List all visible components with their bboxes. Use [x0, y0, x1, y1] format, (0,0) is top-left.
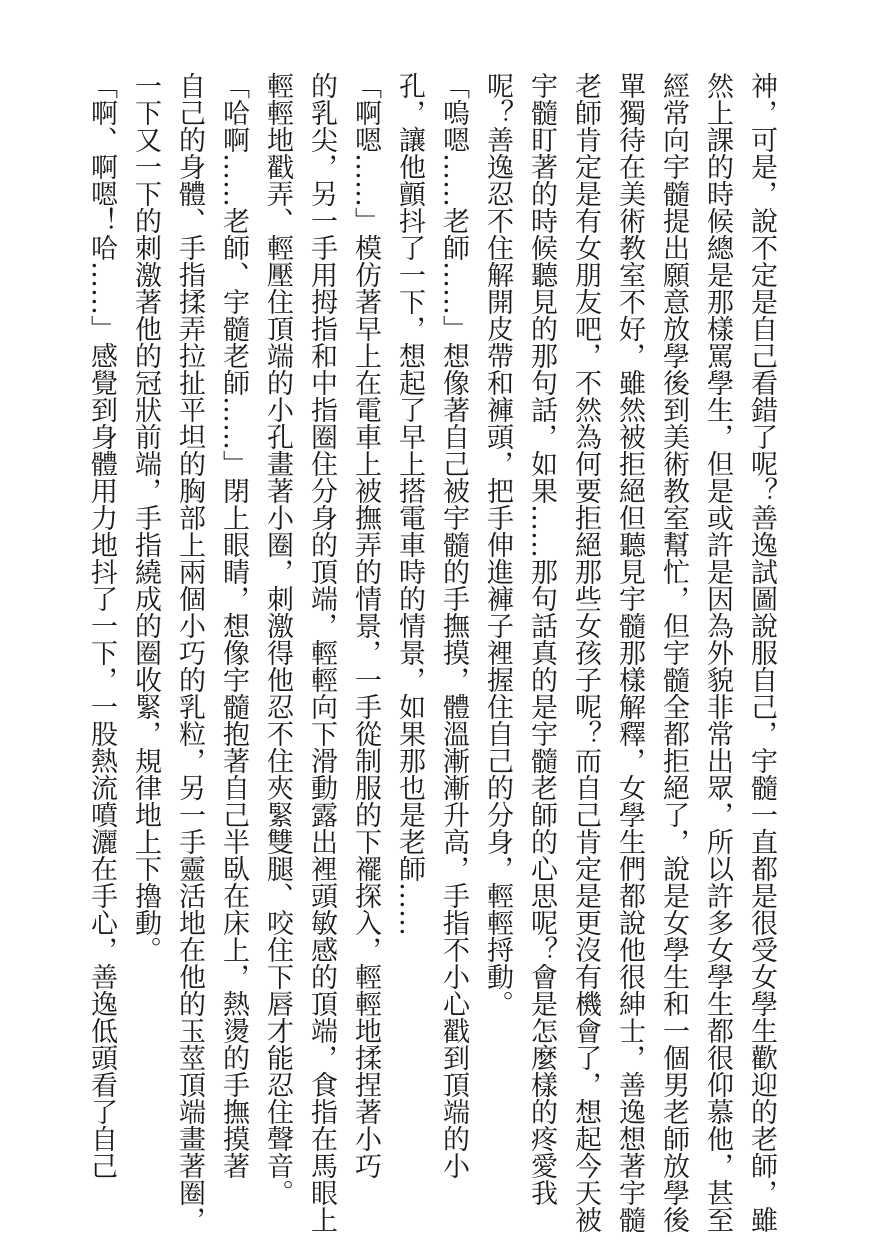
vertical-text-body: [79, 72, 783, 1233]
text-line: 「啊、啊嗯！哈……」感覺到身體用力地抖了一下，一股熱流噴灑在手心，善逸低頭看了自己: [86, 72, 117, 1179]
text-line: 一下又一下的刺激著他的冠狀前端，手指繞成的圈收緊，規律地上下擼動。: [130, 72, 161, 963]
text-line: 經常向宇髓提出願意放學後到美術教室幫忙，但宇髓全都拒絕了，說是女學生和一個男老師放學後: [658, 72, 689, 1233]
text-line: 神，可是，說不定是自己看錯了呢？善逸試圖說服自己，宇髓一直都是很受女學生歡迎的老師，雖: [746, 72, 777, 1233]
text-line: 輕輕地戳弄、輕壓住頂端的小孔畫著小圈，刺激得他忍不住夾緊雙腿、咬住下唇才能忍住聲音。: [262, 72, 293, 1206]
text-line: 「嗚嗯……老師……」想像著自己被宇髓的手撫摸，體溫漸漸升高，手指不小心戳到頂端的小: [438, 72, 469, 1179]
text-line: 宇髓盯著的時候聽見的那句話，如果……那句話真的是宇髓老師的心思呢？會是怎麼樣的疼愛我: [526, 72, 557, 1206]
text-line: 孔，讓他顫抖了一下，想起了早上搭電車時的情景，如果那也是老師……: [394, 72, 425, 936]
text-line: 自己的身體、手指揉弄拉扯平坦的胸部上兩個小巧的乳粒，另一手靈活地在他的玉莖頂端畫著圈，: [174, 72, 205, 1233]
text-line: 老師肯定是有女朋友吧，不然為何要拒絕那些女孩子呢？而自己肯定是更沒有機會了，想起今天被: [570, 72, 601, 1233]
text-line: 然上課的時候總是那樣罵學生，但是或許是因為外貌非常出眾，所以許多女學生都很仰慕他，甚至: [702, 72, 733, 1233]
text-line: 「哈啊……老師、宇髓老師……」閉上眼睛，想像宇髓抱著自己半臥在床上，熱燙的手撫摸著: [218, 72, 249, 1179]
text-line: 單獨待在美術教室不好，雖然被拒絕但聽見宇髓那樣解釋，女學生們都說他很紳士，善逸想著宇髓: [614, 72, 645, 1233]
text-line: 呢？善逸忍不住解開皮帶和褲頭，把手伸進褲子裡握住自己的分身，輕輕捋動。: [482, 72, 513, 1017]
text-line: 「啊嗯……」模仿著早上在電車上被撫弄的情景，一手從制服的下襬探入，輕輕地揉捏著小巧: [350, 72, 381, 1179]
text-line: 的乳尖，另一手用拇指和中指圈住分身的頂端，輕輕向下滑動露出裡頭敏感的頂端，食指在馬眼上: [306, 72, 337, 1233]
